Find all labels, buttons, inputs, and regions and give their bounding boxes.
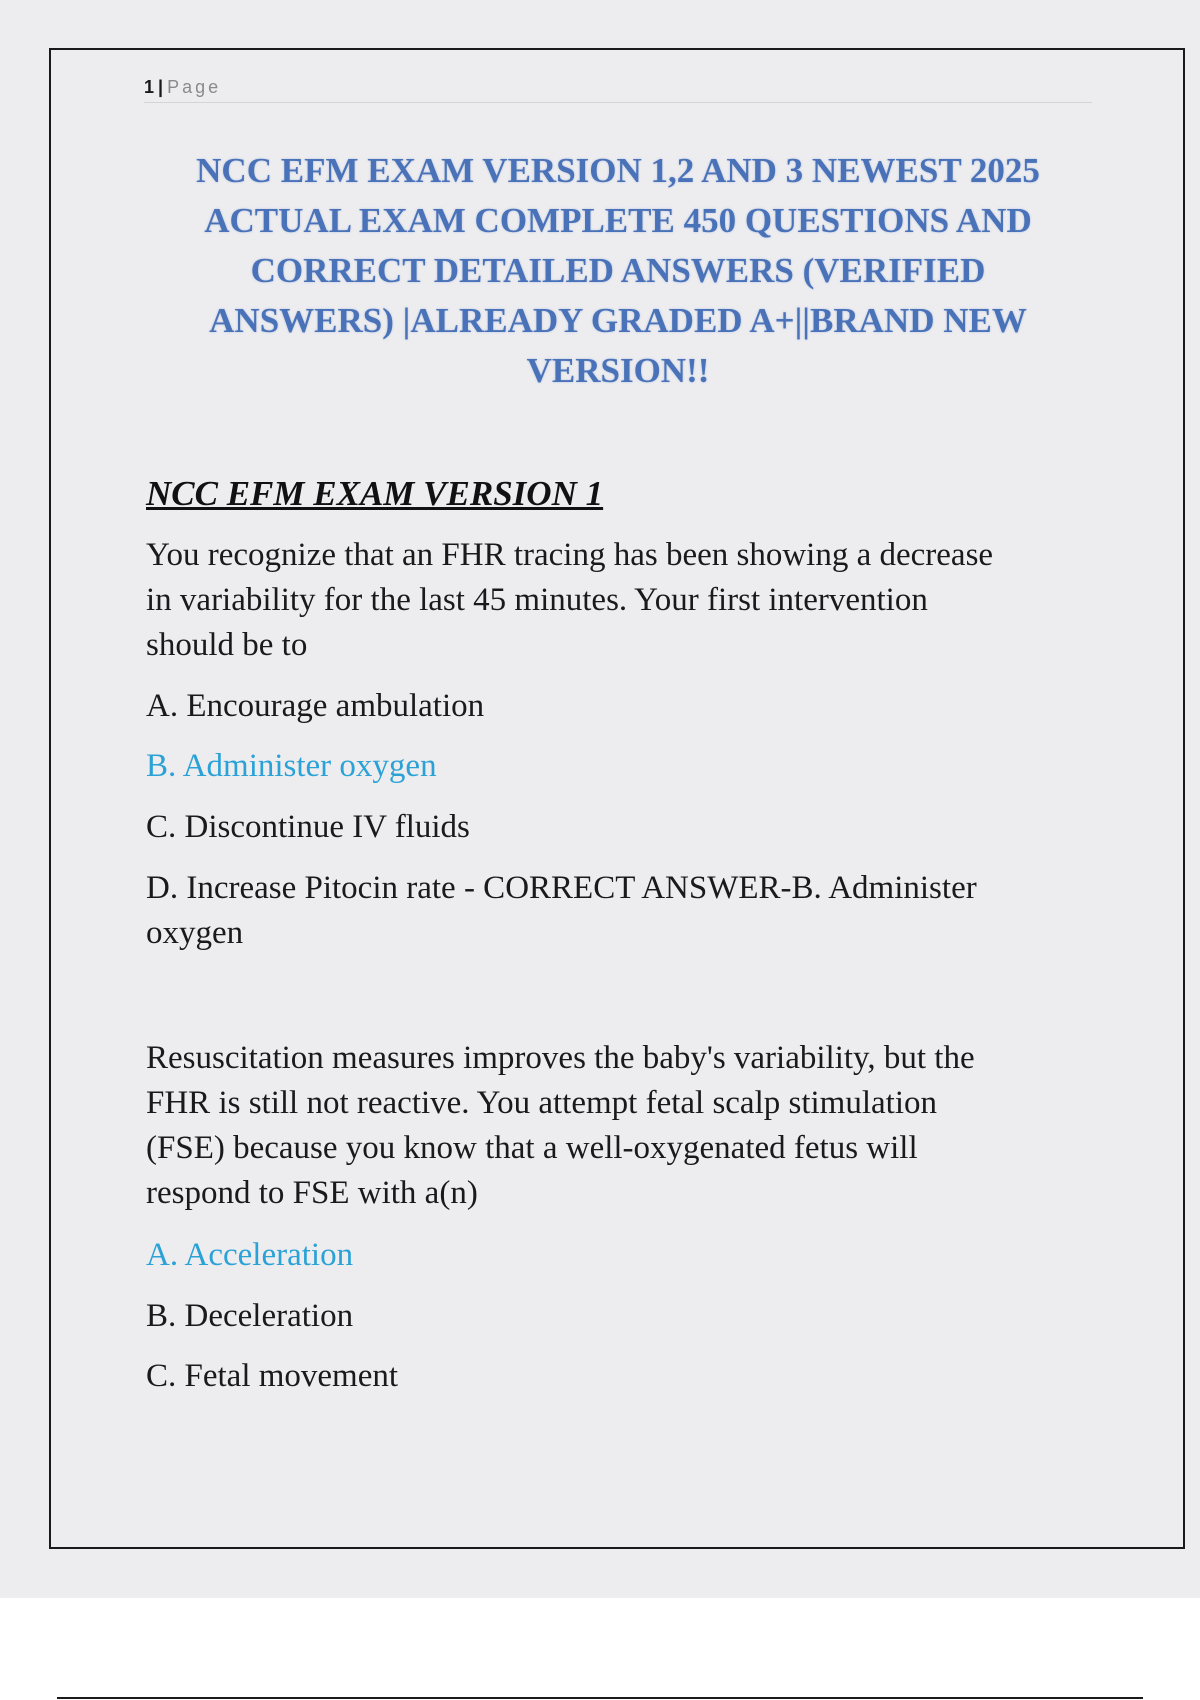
question-line: You recognize that an FHR tracing has been showing a decrease	[146, 537, 994, 573]
section-heading: NCC EFM EXAM VERSION 1	[146, 474, 604, 513]
title-line: NCC EFM EXAM VERSION 1,2 AND 3 NEWEST 2025	[196, 151, 1040, 190]
question-2-text	[146, 1036, 1096, 1216]
question-1-option-d: D. Increase Pitocin rate - CORRECT ANSWER-B. Administer	[146, 870, 977, 906]
page-number: 1	[144, 77, 155, 97]
page-separator: |	[158, 77, 164, 97]
question-line: should be to	[146, 627, 308, 663]
question-1-text	[146, 533, 1096, 668]
question-1-option-a: A. Encourage ambulation	[146, 688, 485, 724]
title-line: VERSION!!	[526, 351, 710, 390]
next-page-top-rule	[57, 1697, 1143, 1699]
question-line: respond to FSE with a(n)	[146, 1175, 478, 1211]
title-line: ACTUAL EXAM COMPLETE 450 QUESTIONS AND	[204, 201, 1032, 240]
question-line: in variability for the last 45 minutes. Your first intervention	[146, 582, 928, 618]
page-header	[144, 76, 1092, 103]
question-2-option-c: C. Fetal movement	[146, 1358, 399, 1394]
question-1-option-c: C. Discontinue IV fluids	[146, 809, 470, 845]
question-2-option-b: B. Deceleration	[146, 1298, 354, 1334]
question-2-option-a-correct: A. Acceleration	[146, 1237, 354, 1273]
question-1-option-b-correct: B. Administer oxygen	[146, 748, 437, 784]
question-line: FHR is still not reactive. You attempt fetal scalp stimulation	[146, 1085, 938, 1121]
title-line: ANSWERS) |ALREADY GRADED A+||BRAND NEW	[209, 301, 1027, 340]
question-1-option-d-continuation: oxygen	[146, 915, 244, 951]
title-line: CORRECT DETAILED ANSWERS (VERIFIED	[250, 251, 986, 290]
question-line: (FSE) because you know that a well-oxygenated fetus will	[146, 1130, 918, 1166]
page-label: Page	[167, 77, 222, 97]
document-title	[150, 146, 1086, 396]
question-line: Resuscitation measures improves the baby's variability, but the	[146, 1040, 975, 1076]
